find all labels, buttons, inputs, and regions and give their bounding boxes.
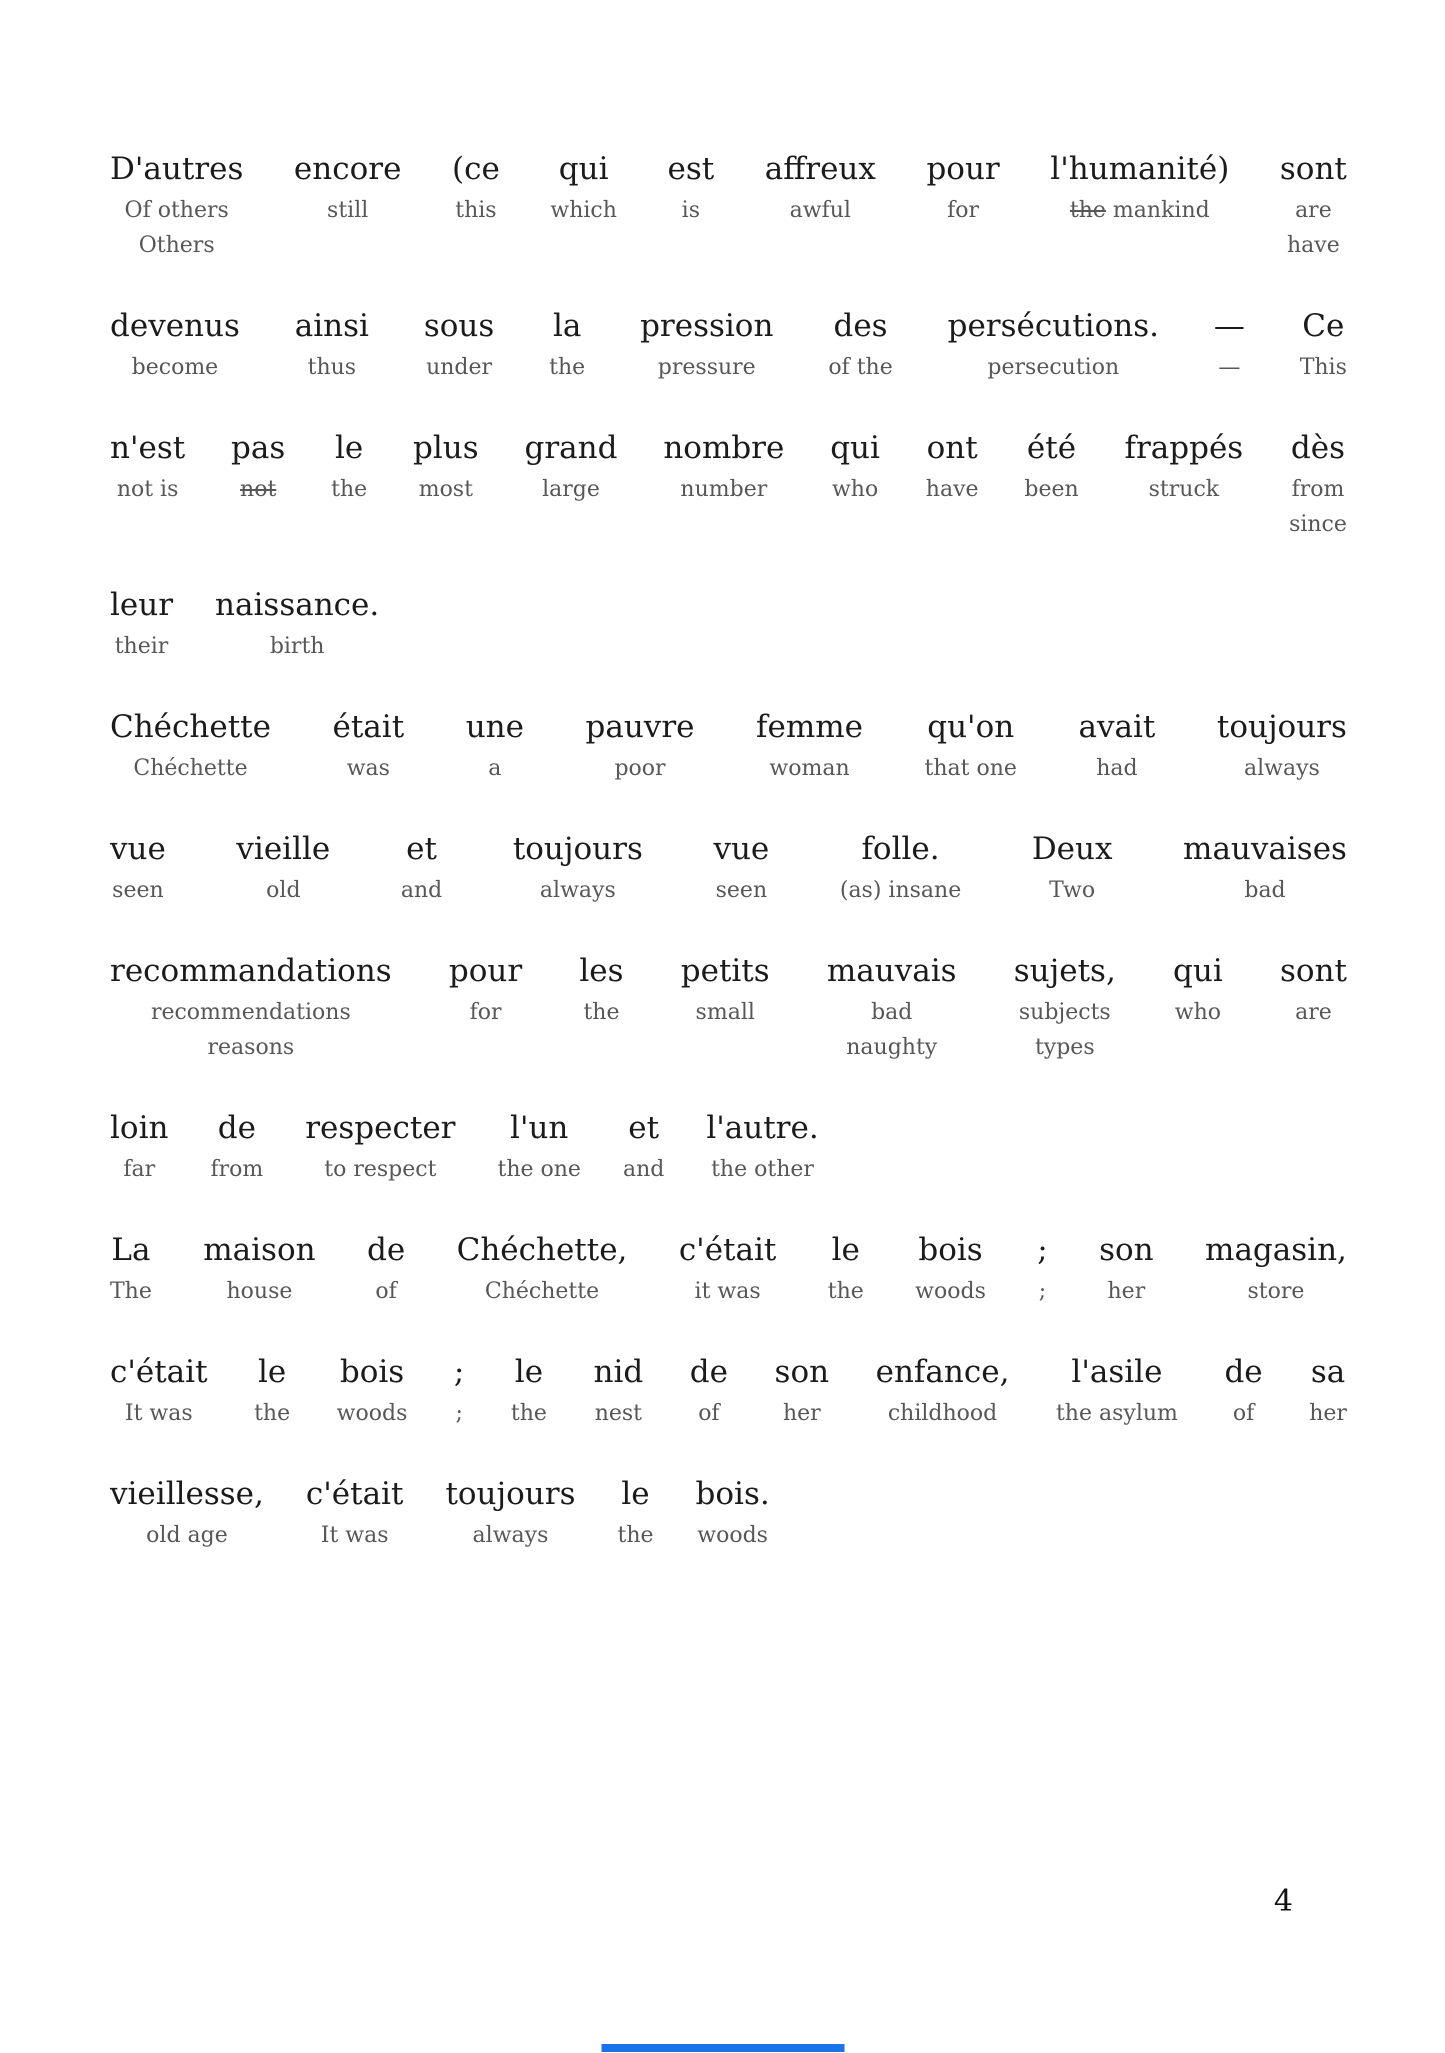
gloss-word: This: [1299, 355, 1347, 380]
french-word: grand: [524, 430, 618, 466]
gloss-word: (as) insane: [839, 878, 962, 903]
french-word: sont: [1279, 151, 1347, 187]
verse-line: [110, 1105, 1347, 1187]
gloss-word: awful: [789, 198, 851, 223]
word-column: [706, 1105, 818, 1187]
word-column: [679, 1227, 777, 1309]
french-word: loin: [110, 1110, 169, 1146]
gloss-word: the: [510, 1401, 547, 1426]
gloss-word: the: [549, 355, 586, 380]
word-column: [690, 1349, 728, 1431]
gloss-word: her: [1309, 1401, 1347, 1426]
word-column: [110, 582, 173, 664]
word-column: [295, 303, 369, 385]
french-word: bois: [339, 1354, 405, 1390]
gloss-word: small: [695, 1000, 755, 1025]
gloss-word: still: [327, 198, 369, 223]
french-word: son: [1099, 1232, 1154, 1268]
french-word: Chéchette,: [456, 1232, 628, 1268]
french-word: les: [579, 953, 624, 989]
word-column: [1309, 1349, 1347, 1431]
gloss-word: seen: [112, 878, 164, 903]
gloss-word: ;: [1038, 1279, 1047, 1304]
french-word: Deux: [1031, 831, 1113, 867]
french-word: pas: [231, 430, 286, 466]
french-word: qui: [830, 430, 880, 466]
gloss-word: the one: [497, 1157, 581, 1182]
word-column: [828, 303, 892, 385]
word-column: [367, 1227, 405, 1309]
gloss-word: not: [240, 477, 277, 502]
word-column: [925, 704, 1017, 786]
french-word: devenus: [110, 308, 240, 344]
gloss-word: seen: [715, 878, 768, 903]
french-word: l'un: [510, 1110, 569, 1146]
gloss-word: far: [123, 1157, 156, 1182]
french-word: frappés: [1124, 430, 1244, 466]
gloss-word: childhood: [887, 1401, 998, 1426]
word-column: [1173, 948, 1223, 1030]
paragraph: [110, 704, 1347, 1187]
gloss-word: are: [1295, 198, 1332, 223]
french-word: de: [217, 1110, 256, 1146]
gloss-word: It was: [124, 1401, 193, 1426]
word-column: [696, 1471, 770, 1553]
gloss-word: of: [375, 1279, 397, 1304]
word-column: [337, 1349, 408, 1431]
french-word: sujets,: [1013, 953, 1116, 989]
gloss-word: types: [1034, 1035, 1095, 1060]
word-column: [713, 826, 769, 908]
word-column: [449, 948, 522, 1030]
gloss-word: bad: [871, 1000, 913, 1025]
gloss-word: Others: [138, 233, 215, 258]
verse-line: [110, 582, 1347, 664]
french-word: dès: [1290, 430, 1346, 466]
word-column: [110, 1471, 264, 1553]
word-column: [110, 303, 240, 385]
word-column: [466, 704, 524, 786]
word-column: [827, 948, 957, 1065]
word-column: [215, 582, 379, 664]
gloss-word: to respect: [324, 1157, 437, 1182]
word-column: [1032, 826, 1113, 908]
word-column: [254, 1349, 290, 1431]
gloss-word: old: [266, 878, 301, 903]
french-word: toujours: [1216, 709, 1347, 745]
word-column: [1300, 303, 1347, 385]
french-word: le: [831, 1232, 860, 1268]
gloss-word: bad: [1244, 878, 1286, 903]
word-column: [401, 826, 442, 908]
gloss-word: been: [1024, 477, 1079, 502]
gloss-word: most: [418, 477, 473, 502]
word-column: [110, 146, 243, 263]
word-column: [424, 303, 494, 385]
word-column: [110, 826, 166, 908]
word-column: [511, 1349, 547, 1431]
word-column: [306, 1471, 404, 1553]
verse-line: [110, 704, 1347, 786]
word-column: [1056, 1349, 1178, 1431]
french-word: leur: [110, 587, 174, 623]
gloss-word: their: [114, 634, 169, 659]
french-word: une: [465, 709, 524, 745]
gloss-word: recommendations: [150, 1000, 351, 1025]
french-word: pauvre: [585, 709, 695, 745]
word-column: [756, 704, 863, 786]
french-word: La: [111, 1232, 151, 1268]
gloss-word: the: [254, 1401, 291, 1426]
gloss-word: the mankind: [1069, 198, 1210, 223]
gloss-word: the: [583, 1000, 620, 1025]
word-column: [454, 1349, 464, 1431]
gloss-word: birth: [269, 634, 325, 659]
gloss-word: for: [947, 198, 980, 223]
word-column: [549, 303, 585, 385]
gloss-word: who: [1174, 1000, 1222, 1025]
french-word: qui: [558, 151, 609, 187]
word-column: [333, 704, 405, 786]
word-column: [640, 303, 773, 385]
french-word: Ce: [1302, 308, 1345, 344]
gloss-word: large: [542, 477, 600, 502]
gloss-word: are: [1295, 1000, 1332, 1025]
word-column: [948, 303, 1159, 385]
french-word: et: [406, 831, 437, 867]
french-word: plus: [413, 430, 479, 466]
gloss-word: is: [681, 198, 700, 223]
gloss-word: of: [1232, 1401, 1255, 1426]
word-column: [667, 146, 714, 228]
french-word: sa: [1310, 1354, 1346, 1390]
paragraph: [110, 146, 1347, 664]
gloss-word: woods: [336, 1401, 408, 1426]
word-column: [926, 146, 999, 228]
french-word: et: [628, 1110, 660, 1146]
word-column: [513, 826, 643, 908]
french-word: est: [667, 151, 715, 187]
word-column: [1050, 146, 1229, 228]
word-column: [586, 704, 695, 786]
french-word: ainsi: [294, 308, 369, 344]
word-column: [663, 425, 784, 507]
gloss-word: reasons: [207, 1035, 295, 1060]
french-word: maison: [203, 1232, 316, 1268]
french-word: (ce: [452, 151, 500, 187]
french-word: affreux: [764, 151, 876, 187]
french-word: ;: [453, 1354, 465, 1390]
word-column: [236, 826, 330, 908]
french-word: pour: [448, 953, 523, 989]
french-word: mauvais: [826, 953, 957, 989]
gloss-word: poor: [614, 756, 666, 781]
gloss-word: always: [539, 878, 616, 903]
french-word: de: [689, 1354, 728, 1390]
word-column: [775, 1349, 830, 1431]
word-column: [1078, 704, 1155, 786]
word-column: [110, 1105, 168, 1187]
word-column: [1217, 704, 1347, 786]
french-word: vieille: [236, 831, 331, 867]
word-column: [623, 1105, 664, 1187]
french-word: naissance.: [215, 587, 380, 623]
french-word: été: [1026, 430, 1077, 466]
gloss-word: subjects: [1018, 1000, 1111, 1025]
gloss-word: her: [1107, 1279, 1146, 1304]
french-word: D'autres: [110, 151, 244, 187]
gloss-word: number: [680, 477, 768, 502]
gloss-word: the: [331, 477, 368, 502]
word-column: [1024, 425, 1078, 507]
gloss-word: of the: [828, 355, 893, 380]
word-column: [594, 1349, 644, 1431]
gloss-word: struck: [1148, 477, 1220, 502]
french-word: de: [1224, 1354, 1263, 1390]
gloss-word: the: [827, 1279, 864, 1304]
word-column: [110, 1227, 152, 1309]
gloss-word: Two: [1049, 878, 1096, 903]
word-column: [618, 1471, 654, 1553]
french-word: toujours: [512, 831, 643, 867]
word-column: [445, 1471, 575, 1553]
gloss-word: nest: [594, 1401, 643, 1426]
french-word: c'était: [305, 1476, 404, 1512]
verse-line: [110, 1349, 1347, 1431]
gloss-word: store: [1247, 1279, 1305, 1304]
paragraph: [110, 1227, 1347, 1553]
french-word: petits: [680, 953, 770, 989]
word-column: [1014, 948, 1116, 1065]
word-column: [305, 1105, 455, 1187]
word-column: [1037, 1227, 1047, 1309]
gloss-word: and: [400, 878, 443, 903]
french-word: n'est: [110, 430, 186, 466]
gloss-word: woman: [769, 756, 850, 781]
gloss-word: Chéchette: [484, 1279, 600, 1304]
french-word: vieillesse,: [110, 1476, 264, 1512]
word-column: [550, 146, 617, 228]
word-column: [413, 425, 479, 507]
french-word: qu'on: [927, 709, 1015, 745]
bottom-accent-bar: [601, 2044, 844, 2052]
verse-line: [110, 1471, 1347, 1553]
word-column: [1280, 948, 1347, 1030]
gloss-word: which: [550, 198, 617, 223]
gloss-word: It was: [320, 1523, 389, 1548]
french-word: ;: [1037, 1232, 1048, 1268]
gloss-word: her: [782, 1401, 821, 1426]
gloss-word: always: [1243, 756, 1320, 781]
word-column: [830, 425, 880, 507]
french-word: pour: [926, 151, 1000, 187]
french-word: l'humanité): [1050, 151, 1230, 187]
word-column: [1183, 826, 1347, 908]
gloss-word: Chéchette: [133, 756, 248, 781]
french-word: ont: [926, 430, 978, 466]
gloss-word: have: [1287, 233, 1340, 258]
gloss-word: had: [1096, 756, 1138, 781]
verse-line: [110, 948, 1347, 1065]
french-word: son: [774, 1354, 830, 1390]
gloss-word: the other: [711, 1157, 814, 1182]
gloss-word: woods: [915, 1279, 986, 1304]
word-column: [579, 948, 623, 1030]
french-word: persécutions.: [947, 308, 1159, 344]
word-column: [1224, 1349, 1262, 1431]
gloss-word: pressure: [657, 355, 756, 380]
word-column: [1125, 425, 1244, 507]
french-word: le: [335, 430, 364, 466]
word-column: [1280, 146, 1347, 263]
verse-line: [110, 826, 1347, 908]
word-column: [110, 1349, 208, 1431]
gloss-word: —: [1218, 355, 1241, 380]
gloss-word: Of others: [124, 198, 229, 223]
french-word: vue: [110, 831, 166, 867]
interlinear-text: [110, 146, 1347, 1593]
french-word: femme: [756, 709, 863, 745]
gloss-word: of: [698, 1401, 720, 1426]
gloss-word: not is: [116, 477, 179, 502]
word-column: [926, 425, 979, 507]
gloss-word: the asylum: [1055, 1401, 1178, 1426]
gloss-word: old age: [146, 1523, 228, 1548]
gloss-word: The: [110, 1279, 152, 1304]
gloss-word: the: [617, 1523, 654, 1548]
word-column: [210, 1105, 263, 1187]
word-column: [294, 146, 402, 228]
french-word: toujours: [445, 1476, 576, 1512]
gloss-word: persecution: [987, 355, 1120, 380]
gloss-word: for: [469, 1000, 502, 1025]
french-word: pression: [640, 308, 774, 344]
word-column: [110, 425, 185, 507]
word-column: [457, 1227, 628, 1309]
word-column: [331, 425, 367, 507]
gloss-word: since: [1289, 512, 1347, 537]
gloss-word: have: [925, 477, 979, 502]
french-word: encore: [293, 151, 402, 187]
verse-line: [110, 303, 1347, 385]
word-column: [497, 1105, 580, 1187]
french-word: respecter: [305, 1110, 456, 1146]
word-column: [915, 1227, 986, 1309]
gloss-word: house: [226, 1279, 293, 1304]
word-column: [765, 146, 876, 228]
french-word: le: [621, 1476, 650, 1512]
verse-line: [110, 425, 1347, 542]
gloss-word: under: [426, 355, 493, 380]
verse-line: [110, 146, 1347, 263]
gloss-word: naughty: [846, 1035, 938, 1060]
french-word: qui: [1173, 953, 1223, 989]
gloss-word: become: [131, 355, 219, 380]
french-word: recommandations: [110, 953, 392, 989]
word-column: [231, 425, 285, 507]
gloss-word: and: [622, 1157, 665, 1182]
word-column: [525, 425, 618, 507]
french-word: l'asile: [1071, 1354, 1163, 1390]
french-word: bois: [918, 1232, 983, 1268]
word-column: [681, 948, 770, 1030]
french-word: magasin,: [1205, 1232, 1347, 1268]
french-word: vue: [713, 831, 770, 867]
word-column: [828, 1227, 864, 1309]
french-word: mauvaises: [1183, 831, 1347, 867]
word-column: [203, 1227, 315, 1309]
french-word: folle.: [861, 831, 940, 867]
french-word: sont: [1279, 953, 1347, 989]
gloss-word: ;: [455, 1401, 463, 1426]
gloss-word: always: [472, 1523, 549, 1548]
gloss-word: woods: [697, 1523, 768, 1548]
gloss-word: a: [488, 756, 502, 781]
french-word: des: [833, 308, 888, 344]
french-word: sous: [423, 308, 495, 344]
french-word: était: [332, 709, 405, 745]
gloss-word: from: [1291, 477, 1345, 502]
french-word: le: [514, 1354, 544, 1390]
word-column: [1205, 1227, 1347, 1309]
gloss-word: that one: [924, 756, 1017, 781]
gloss-word: this: [455, 198, 497, 223]
verse-line: [110, 1227, 1347, 1309]
word-column: [840, 826, 961, 908]
page-number: 4: [1273, 1884, 1293, 1919]
french-word: avait: [1078, 709, 1156, 745]
word-column: [1099, 1227, 1154, 1309]
word-column: [1214, 303, 1245, 385]
french-word: c'était: [678, 1232, 777, 1268]
french-word: Chéchette: [110, 709, 271, 745]
french-word: c'était: [110, 1354, 208, 1390]
french-word: le: [257, 1354, 287, 1390]
french-word: bois.: [695, 1476, 770, 1512]
word-column: [452, 146, 500, 228]
gloss-word: it was: [694, 1279, 761, 1304]
french-word: la: [552, 308, 582, 344]
gloss-word: thus: [307, 355, 357, 380]
gloss-word: who: [831, 477, 879, 502]
gloss-word: was: [346, 756, 390, 781]
gloss-word: from: [210, 1157, 264, 1182]
french-word: l'autre.: [706, 1110, 819, 1146]
french-word: —: [1213, 308, 1245, 344]
word-column: [1289, 425, 1347, 542]
french-word: de: [367, 1232, 406, 1268]
word-column: [876, 1349, 1010, 1431]
french-word: nombre: [663, 430, 785, 466]
word-column: [110, 704, 271, 786]
french-word: enfance,: [875, 1354, 1010, 1390]
word-column: [110, 948, 392, 1065]
french-word: nid: [593, 1354, 644, 1390]
